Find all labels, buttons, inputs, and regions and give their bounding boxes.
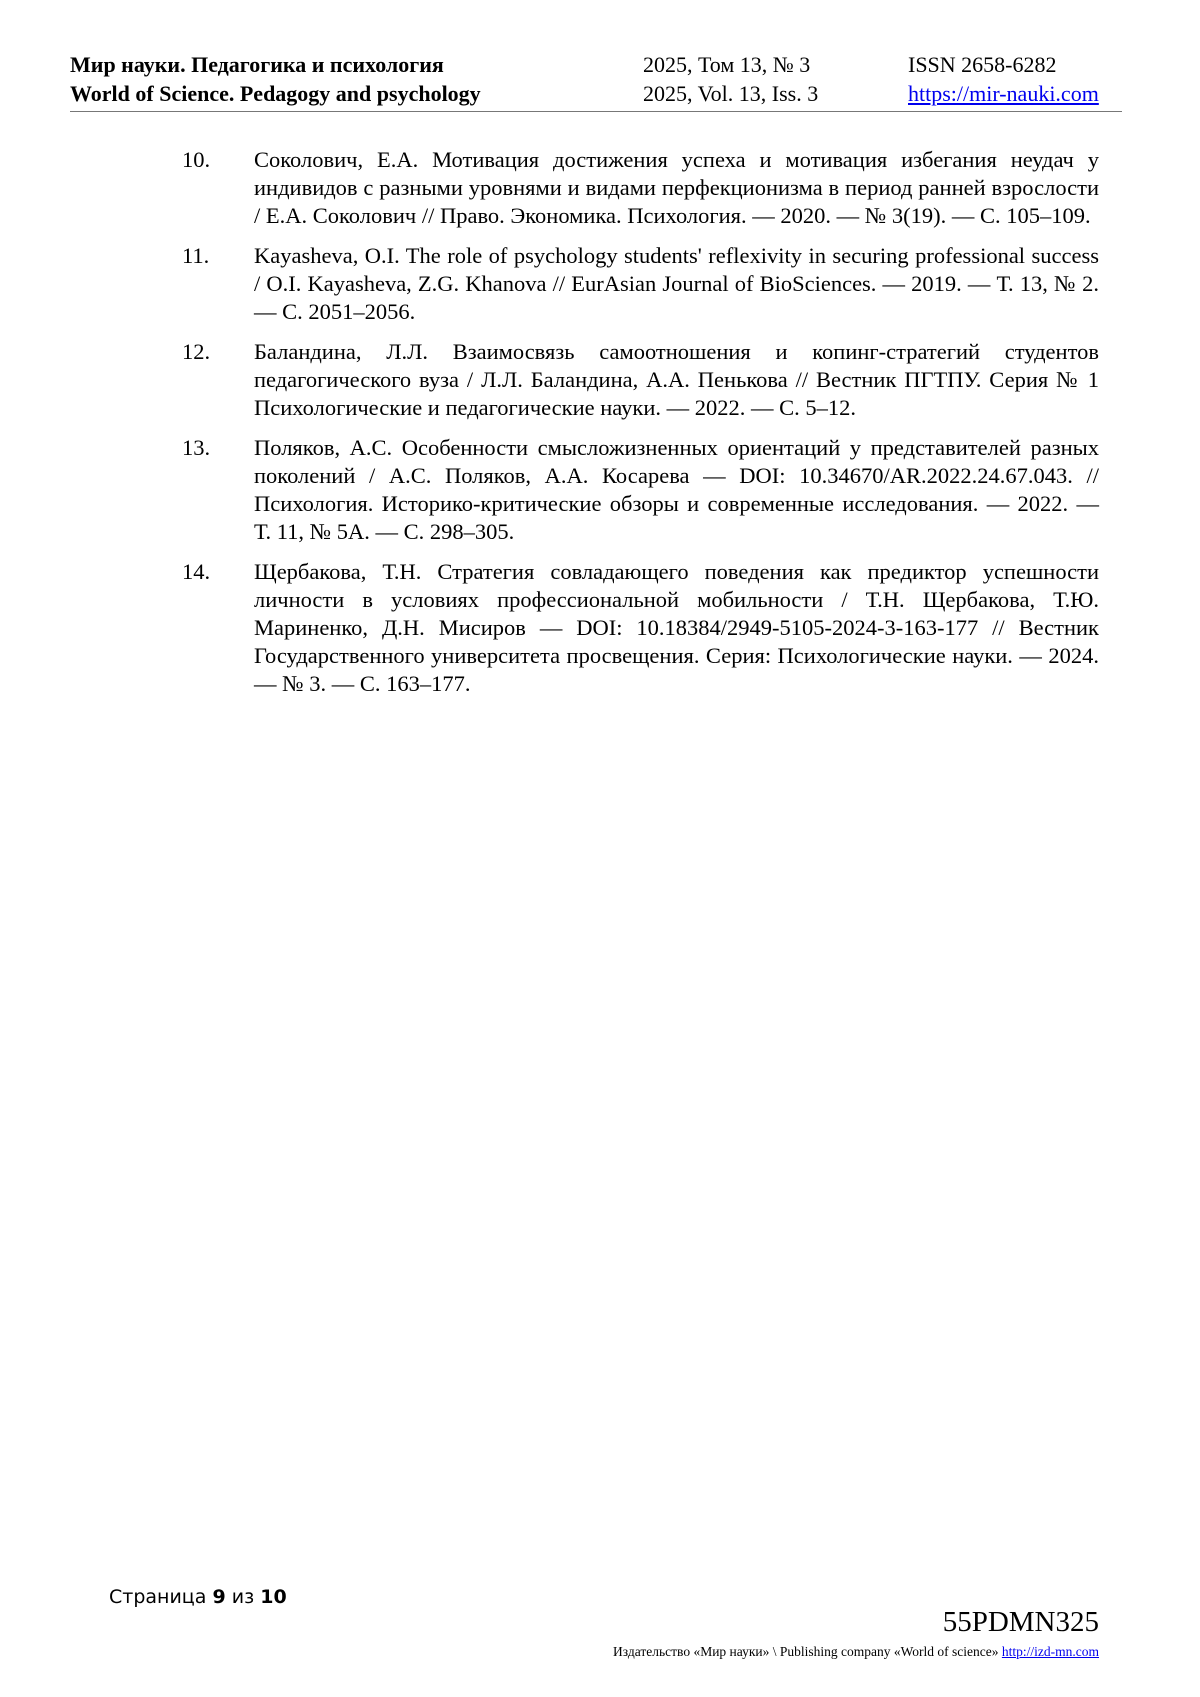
header-row-en: [70, 79, 1120, 108]
reference-item: [182, 558, 1099, 698]
page-of: из: [231, 1586, 255, 1608]
reference-text: Kayasheva, O.I. The role of psychology students' reflexivity in securing professional success / O.I. Kayasheva, Z.G. Khanova // EurAsian Journal of BioSciences. — 2019. — Т. 13, № 2. — С. 2051–2056.: [254, 243, 1099, 324]
publisher-link[interactable]: http://izd-mn.com: [1001, 1644, 1099, 1659]
article-code: 55PDMN325: [942, 1606, 1099, 1638]
reference-number: 10.: [182, 147, 211, 172]
journal-title-ru: Мир науки. Педагогика и психология: [70, 52, 444, 77]
reference-number: 12.: [182, 339, 211, 364]
issue-info-en: 2025, Vol. 13, Iss. 3: [643, 81, 819, 106]
header-divider: [70, 111, 1122, 112]
journal-title-en: World of Science. Pedagogy and psychology: [70, 81, 481, 106]
reference-number: 13.: [182, 435, 211, 460]
page-total: 10: [260, 1586, 287, 1608]
reference-number: 14.: [182, 559, 211, 584]
reference-text: Баландина, Л.Л. Взаимосвязь самоотношения и копинг-стратегий студентов педагогического вуза / Л.Л. Баландина, А.А. Пенькова // Вестник ПГТПУ. Серия № 1 Психологические и педагогические науки. — 2022. — С. 5–12.: [254, 339, 1099, 420]
reference-number: 11.: [182, 243, 210, 268]
reference-item: [182, 242, 1099, 326]
reference-list: [182, 146, 1099, 710]
issue-info-ru: 2025, Том 13, № 3: [643, 52, 811, 77]
header-row-ru: [70, 50, 1120, 79]
reference-text: Соколович, Е.А. Мотивация достижения успеха и мотивация избегания неудач у индивидов с разными уровнями и видами перфекционизма в период ранней взрослости / Е.А. Соколович // Право. Экономика. Психология. — 2020. — № 3(19). — С. 105–109.: [254, 147, 1099, 228]
page-current: 9: [212, 1586, 226, 1608]
publisher-line: [613, 1644, 1099, 1660]
reference-item: [182, 338, 1099, 422]
reference-item: [182, 146, 1099, 230]
journal-header: [70, 50, 1120, 108]
reference-item: [182, 434, 1099, 546]
reference-text: Щербакова, Т.Н. Стратегия совладающего поведения как предиктор успешности личности в условиях профессиональной мобильности / Т.Н. Щербакова, Т.Ю. Мариненко, Д.Н. Мисиров — DOI: 10.18384/2949-5105-2024-3-163-177 // Вестник Государственного университета просвещения. Серия: Психологические науки. — 2024. — № 3. — С. 163–177.: [254, 559, 1099, 696]
page-prefix: Страница: [109, 1586, 207, 1608]
issn: ISSN 2658-6282: [908, 52, 1057, 77]
page-counter: [109, 1586, 287, 1608]
publisher-text: Издательство «Мир науки» \ Publishing company «World of science»: [613, 1644, 999, 1659]
journal-url-link[interactable]: https://mir-nauki.com: [908, 81, 1099, 106]
reference-text: Поляков, А.С. Особенности смысложизненных ориентаций у представителей разных поколений / А.С. Поляков, А.А. Косарева — DOI: 10.34670/AR.2022.24.67.043. // Психология. Историко-критические обзоры и современные исследования. — 2022. — Т. 11, № 5А. — С. 298–305.: [254, 435, 1099, 544]
